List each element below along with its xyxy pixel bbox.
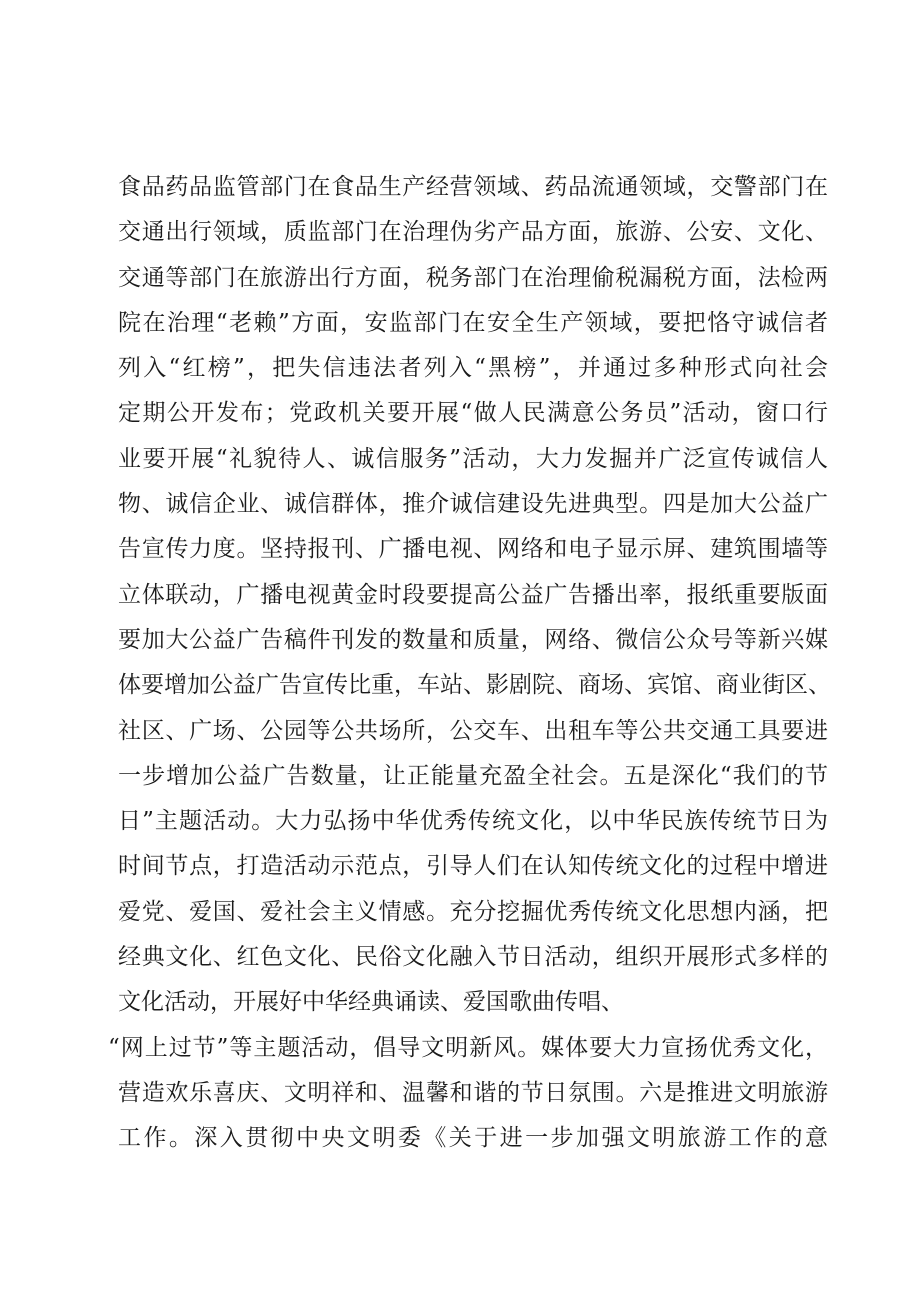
text-line-20: “网上过节”等主题活动，倡导文明新风。媒体要大力宣扬优秀文化， <box>108 1034 828 1061</box>
text-line-12: 体要增加公益广告宣传比重，车站、影剧院、商场、宾馆、商业街区、 <box>118 672 831 699</box>
text-line-5: 列入“红榜”，把失信违法者列入“黑榜”，并通过多种形式向社会 <box>118 355 828 382</box>
text-line-18: 经典文化、红色文化、民俗文化融入节日活动，组织开展形式多样的 <box>118 944 828 971</box>
text-line-11: 要加大公益广告稿件刊发的数量和质量，网络、微信公众号等新兴媒 <box>118 626 828 653</box>
text-line-6: 定期公开发布；党政机关要开展“做人民满意公务员”活动，窗口行 <box>118 400 828 427</box>
text-line-2: 交通出行领域，质监部门在治理伪劣产品方面，旅游、公安、文化、 <box>118 219 828 246</box>
text-line-17: 爱党、爱国、爱社会主义情感。充分挖掘优秀传统文化思想内涵，把 <box>118 898 828 925</box>
text-line-4: 院在治理“老赖”方面，安监部门在安全生产领域，要把恪守诚信者 <box>118 309 828 336</box>
text-line-21: 营造欢乐喜庆、文明祥和、温馨和谐的节日氛围。六是推进文明旅游 <box>118 1079 828 1106</box>
text-line-1: 食品药品监管部门在食品生产经营领域、药品流通领域，交警部门在 <box>118 174 828 200</box>
text-line-19: 文化活动，开展好中华经典诵读、爱国歌曲传唱、 <box>118 989 624 1016</box>
text-line-13: 社区、广场、公园等公共场所，公交车、出租车等公共交通工具要进 <box>118 717 828 744</box>
body-text <box>108 165 831 1162</box>
text-line-9: 告宣传力度。坚持报刊、广播电视、网络和电子显示屏、建筑围墙等 <box>118 536 828 563</box>
text-line-8: 物、诚信企业、诚信群体，推介诚信建设先进典型。四是加大公益广 <box>118 491 828 518</box>
text-line-3: 交通等部门在旅游出行方面，税务部门在治理偷税漏税方面，法检两 <box>118 264 828 291</box>
text-line-14: 一步增加公益广告数量，让正能量充盈全社会。五是深化“我们的节 <box>118 762 828 789</box>
text-line-15: 日”主题活动。大力弘扬中华优秀传统文化，以中华民族传统节日为 <box>118 808 828 835</box>
text-line-16: 时间节点，打造活动示范点，引导人们在认知传统文化的过程中增进 <box>118 853 828 880</box>
text-line-22: 工作。深入贯彻中央文明委《关于进一步加强文明旅游工作的意 <box>118 1125 828 1152</box>
text-line-10: 立体联动，广播电视黄金时段要提高公益广告播出率，报纸重要版面 <box>118 581 828 608</box>
text-line-7: 业要开展“礼貌待人、诚信服务”活动，大力发掘并广泛宣传诚信人 <box>118 445 828 472</box>
